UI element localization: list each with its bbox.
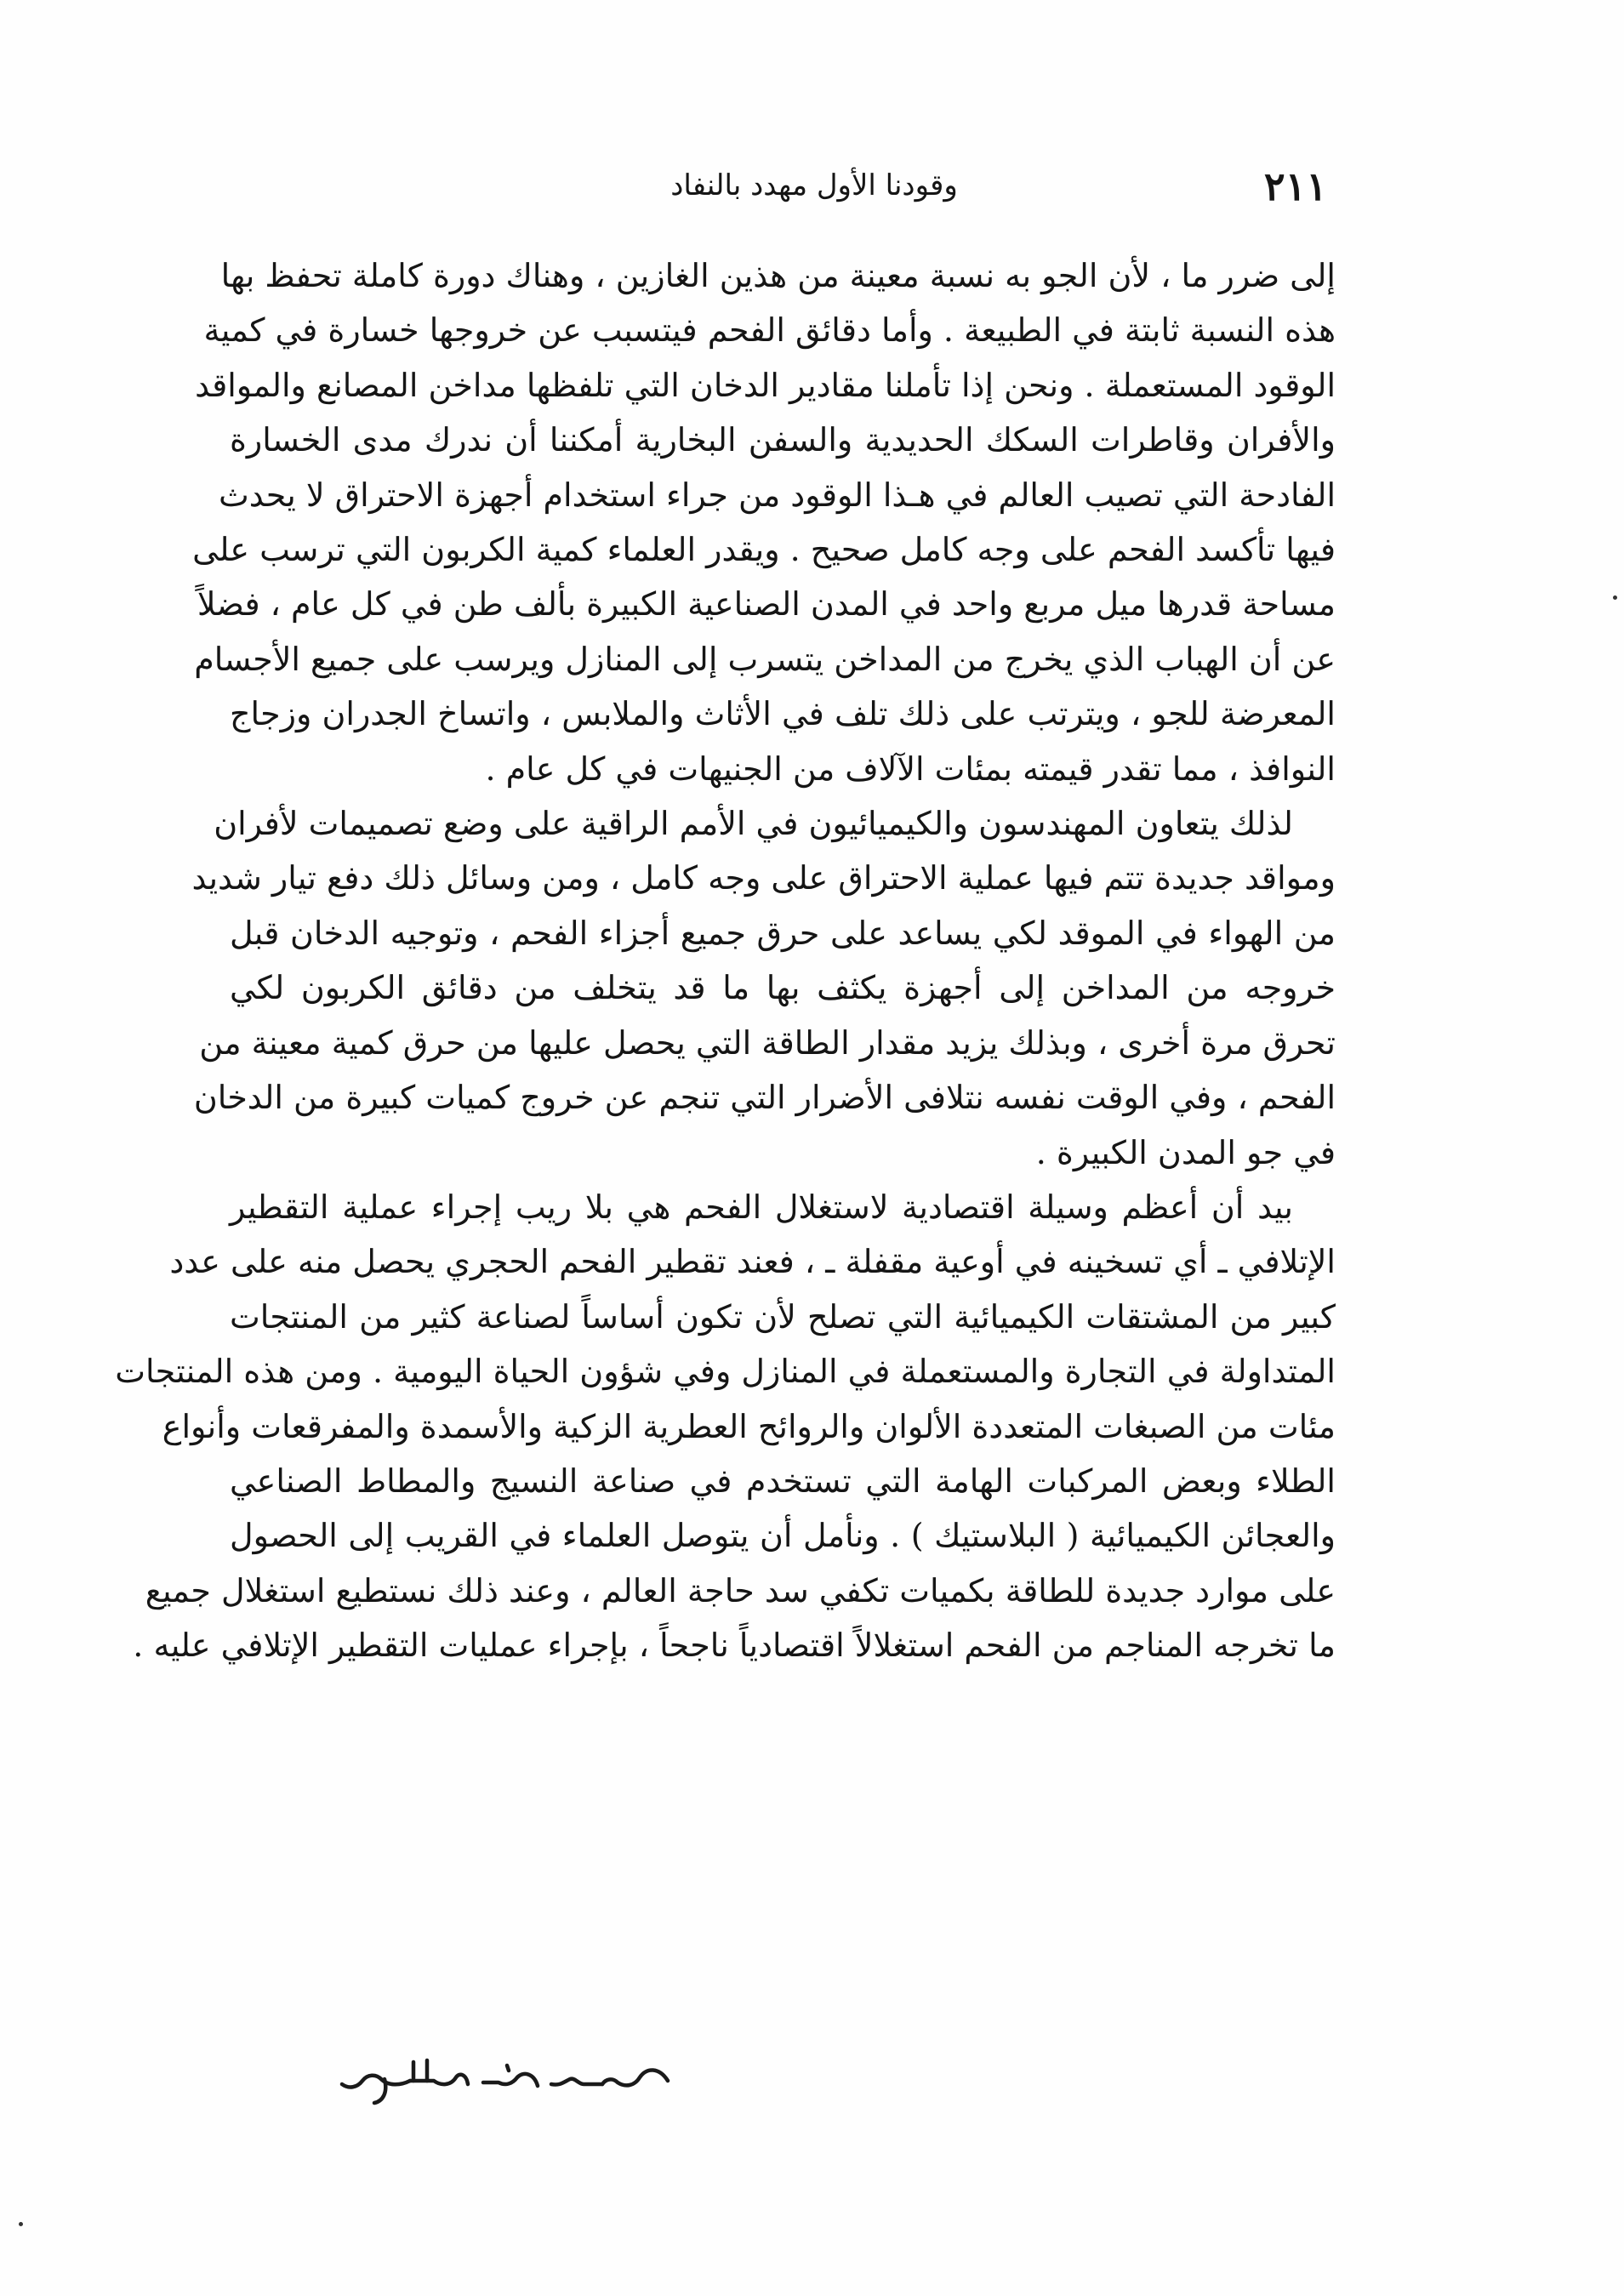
text-line: الفحم ، وفي الوقت نفسه نتلافى الأضرار التي تنجم عن خروج كميات كبيرة من الدخان bbox=[193, 1079, 1336, 1117]
text-line: إلى ضرر ما ، لأن الجو به نسبة معينة من هذين الغازين ، وهناك دورة كاملة تحفظ بها bbox=[220, 257, 1336, 294]
paragraph-3 bbox=[115, 1180, 1336, 1673]
margin-speck bbox=[19, 2222, 23, 2226]
text-line: الطلاء وبعض المركبات الهامة التي تستخدم في صناعة النسيج والمطاط الصناعي bbox=[230, 1461, 1336, 1500]
text-line: هذه النسبة ثابتة في الطبيعة . وأما دقائق الفحم فيتسبب عن خروجها خسارة في كمية bbox=[203, 311, 1336, 350]
paragraph-1 bbox=[192, 248, 1336, 796]
text-line: عن أن الهباب الذي يخرج من المداخن يتسرب إلى المنازل ويرسب على جميع الأجسام bbox=[194, 640, 1336, 678]
running-title: وقودنا الأول مهدد بالنفاد bbox=[670, 168, 958, 202]
body-text bbox=[115, 248, 1336, 1673]
text-line: من الهواء في الموقد لكي يساعد على حرق جميع أجزاء الفحم ، وتوجيه الدخان قبل bbox=[230, 914, 1336, 952]
text-line: مساحة قدرها ميل مربع واحد في المدن الصناعية الكبيرة بألف طن في كل عام ، فضلاً bbox=[197, 585, 1336, 624]
text-line: في جو المدن الكبيرة . bbox=[1035, 1133, 1336, 1171]
text-line: ما تخرجه المناجم من الفحم استغلالاً اقتصادياً ناجحاً ، بإجراء عمليات التقطير الإتلافي عليه . bbox=[133, 1627, 1336, 1665]
text-line: الوقود المستعملة . ونحن إذا تأملنا مقادير الدخان التي تلفظها مداخن المصانع والمواقد bbox=[195, 366, 1336, 404]
text-line: تحرق مرة أخرى ، وبذلك يزيد مقدار الطاقة التي يحصل عليها من حرق كمية معينة من bbox=[199, 1023, 1336, 1062]
text-line: الفادحة التي تصيب العالم في هـذا الوقود من جراء استخدام أجهزة الاحتراق لا يحدث bbox=[219, 476, 1336, 514]
text-line: والعجائن الكيميائية ( البلاستيك ) . ونأمل أن يتوصل العلماء في القريب إلى الحصول bbox=[230, 1517, 1336, 1555]
page-header bbox=[255, 163, 1327, 223]
text-line: الإتلافي ـ أي تسخينه في أوعية مقفلة ـ ، فعند تقطير الفحم الحجري يحصل منه على عدد bbox=[169, 1243, 1336, 1281]
text-line: والأفران وقاطرات السكك الحديدية والسفن البخارية أمكننا أن ندرك مدى الخسارة bbox=[230, 421, 1336, 459]
text-line: خروجه من المداخن إلى أجهزة يكثف بها ما قد يتخلف من دقائق الكربون لكي bbox=[230, 969, 1336, 1007]
text-line: النوافذ ، مما تقدر قيمته بمئات الآلاف من الجنيهات في كل عام . bbox=[485, 749, 1336, 788]
signature-drawing bbox=[332, 2048, 689, 2108]
text-line: على موارد جديدة للطاقة بكميات تكفي سد حاجة العالم ، وعند ذلك نستطيع استغلال جميع bbox=[145, 1571, 1336, 1609]
text-line: كبير من المشتقات الكيميائية التي تصلح لأن تكون أساساً لصناعة كثير من المنتجات bbox=[230, 1297, 1336, 1336]
text-line: فيها تأكسد الفحم على وجه كامل صحيح . ويقدر العلماء كمية الكربون التي ترسب على bbox=[192, 531, 1336, 569]
author-signature bbox=[332, 2048, 689, 2108]
margin-speck bbox=[1613, 595, 1617, 600]
page-number: ٢١١ bbox=[1263, 163, 1327, 209]
text-line: المتداولة في التجارة والمستعملة في المنازل وفي شؤون الحياة اليومية . ومن هذه المنتجات bbox=[115, 1353, 1336, 1391]
paragraph-2 bbox=[191, 796, 1336, 1180]
text-line: المعرضة للجو ، ويترتب على ذلك تلف في الأثاث والملابس ، واتساخ الجدران وزجاج bbox=[230, 695, 1336, 733]
text-line: بيد أن أعظم وسيلة اقتصادية لاستغلال الفحم هي بلا ريب إجراء عملية التقطير bbox=[230, 1188, 1293, 1226]
text-line: مئات من الصبغات المتعددة الألوان والروائح العطرية الزكية والأسمدة والمفرقعات وأنواع bbox=[162, 1407, 1336, 1445]
text-line: لذلك يتعاون المهندسون والكيميائيون في الأمم الراقية على وضع تصميمات لأفران bbox=[214, 805, 1293, 843]
text-line: ومواقد جديدة تتم فيها عملية الاحتراق على وجه كامل ، ومن وسائل ذلك دفع تيار شديد bbox=[191, 859, 1336, 897]
